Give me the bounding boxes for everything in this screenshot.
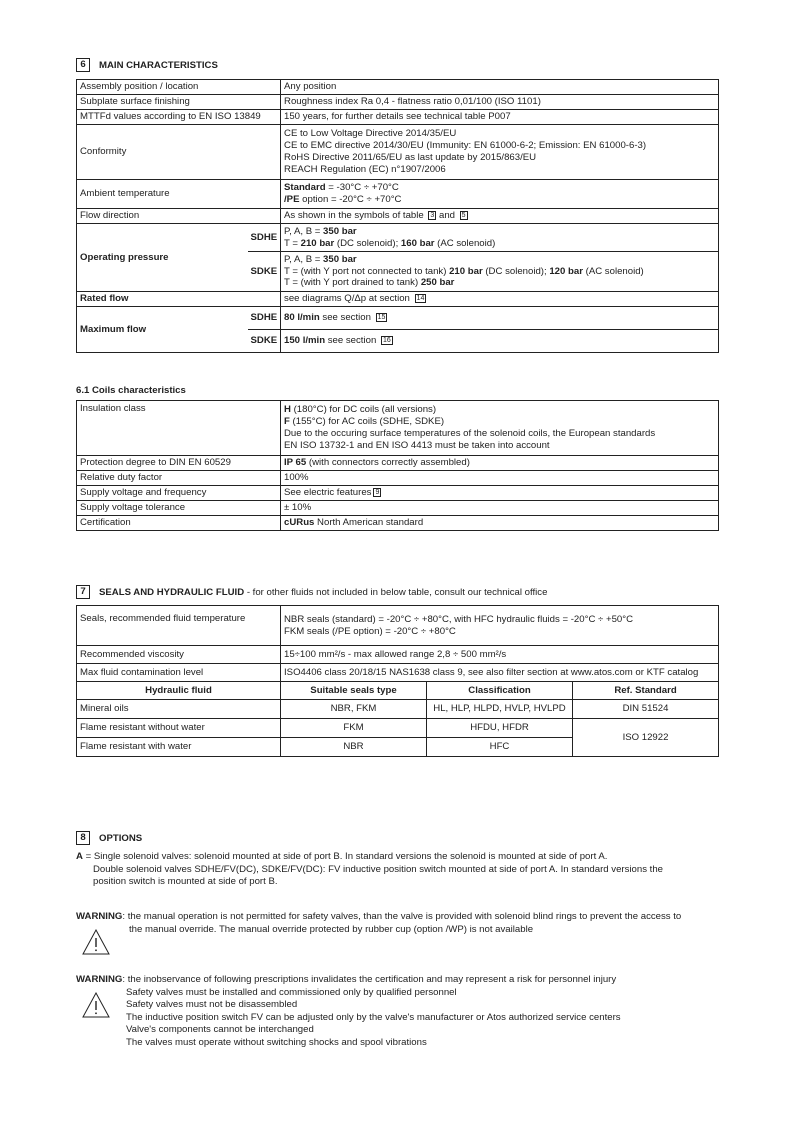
row-value	[281, 330, 719, 353]
table-row	[77, 501, 719, 516]
insulation-text: EN ISO 13732-1 and EN ISO 4413 must be taken into account	[284, 439, 550, 451]
conformity-line: RoHS Directive 2011/65/EU as last update by 2015/863/EU	[284, 152, 537, 163]
warning-line: Valve's components cannot be interchanged	[126, 1024, 314, 1035]
column-header: Hydraulic fluid	[77, 682, 281, 700]
row-value: 150 years, for further details see technical table P007	[281, 110, 719, 125]
column-header: Ref. Standard	[573, 682, 719, 700]
row-label: Supply voltage and frequency	[77, 486, 281, 501]
table-header-row	[77, 682, 719, 700]
row-value	[281, 401, 719, 456]
table-row	[77, 401, 719, 456]
warning-line: The valves must operate without switching shocks and spool vibrations	[126, 1036, 427, 1048]
seals-line: NBR seals (standard) = -20°C ÷ +80°C, with HFC hydraulic fluids = -20°C ÷ +50°C	[284, 613, 634, 625]
seals-cell: FKM	[281, 719, 427, 738]
standard-cell: DIN 51524	[573, 700, 719, 719]
warning-triangle-icon	[82, 992, 110, 1018]
row-label: Certification	[77, 516, 281, 531]
table-row	[77, 486, 719, 501]
row-label: Flow direction	[77, 209, 281, 224]
row-value	[281, 456, 719, 471]
coils-table	[76, 400, 719, 531]
flow-direction-text: As shown in the symbols of table	[284, 210, 424, 222]
insulation-class: H	[284, 404, 291, 416]
row-value	[281, 224, 719, 252]
row-label: Subplate surface finishing	[77, 95, 281, 110]
option-code: A	[76, 851, 83, 862]
row-label: Assembly position / location	[77, 80, 281, 95]
row-label: Seals, recommended fluid temperature	[77, 606, 281, 646]
pressure-value: 250 bar	[420, 277, 455, 289]
row-label: Operating pressure	[77, 224, 248, 292]
insulation-text: (155°C) for AC coils (SDHE, SDKE)	[289, 416, 445, 428]
row-value	[281, 209, 719, 224]
seals-cell: NBR	[281, 738, 427, 757]
row-value	[281, 252, 719, 292]
section-title: OPTIONS	[99, 832, 143, 844]
warning-certification	[76, 974, 621, 1049]
section-ref: 14	[416, 295, 425, 303]
warning-line: The inductive position switch FV can be adjusted only by the valve's manufacturer or Atos authorized service centers	[126, 1011, 621, 1023]
row-label: MTTFd values according to EN ISO 13849	[77, 110, 281, 125]
pressure-text: (DC solenoid);	[334, 237, 401, 249]
warning-line: : the manual operation is not permitted for safety valves, than the valve is provided with solenoid blind rings to prevent the access to	[122, 911, 682, 922]
model-label: SDHE	[248, 224, 281, 252]
warning-label: WARNING	[76, 974, 123, 985]
insulation-text: (180°C) for DC coils (all versions)	[290, 404, 437, 416]
seals-line: FKM seals (/PE option) = -20°C ÷ +80°C	[284, 625, 456, 637]
row-label: Ambient temperature	[77, 180, 281, 209]
row-value: ± 10%	[281, 501, 719, 516]
section-title: SEALS AND HYDRAULIC FLUID	[99, 586, 245, 598]
pressure-value: 350 bar	[323, 225, 357, 237]
flow-value: 80 l/min	[284, 312, 320, 324]
row-label: Supply voltage tolerance	[77, 501, 281, 516]
row-label: Protection degree to DIN EN 60529	[77, 456, 281, 471]
fluid-cell: Flame resistant without water	[77, 719, 281, 738]
ambient-standard-range: = -30°C ÷ +70°C	[325, 182, 399, 194]
row-value	[281, 307, 719, 330]
table-row	[77, 180, 719, 209]
pressure-value: 210 bar	[300, 237, 335, 249]
pressure-text: P, A, B =	[284, 253, 324, 265]
conformity-line: CE to EMC directive 2014/30/EU (Immunity: EN 61000-6-2; Emission: EN 61000-6-3)	[284, 140, 647, 152]
table-row	[77, 516, 719, 531]
supply-text: See electric features	[284, 487, 372, 499]
row-value	[281, 486, 719, 501]
pressure-text: T = (with Y port drained to tank)	[284, 277, 421, 289]
warning-label: WARNING	[76, 911, 123, 922]
row-label: Insulation class	[77, 401, 281, 456]
row-value: Roughness index Ra 0,4 - flatness ratio 0,01/100 (ISO 1101)	[281, 95, 719, 110]
table-row	[77, 456, 719, 471]
section-7-header	[76, 585, 547, 599]
row-label: Recommended viscosity	[77, 646, 281, 664]
table-row	[77, 471, 719, 486]
table-row	[77, 700, 719, 719]
model-label: SDKE	[248, 252, 281, 292]
row-label: Max fluid contamination level	[77, 664, 281, 682]
model-label: SDHE	[248, 307, 281, 330]
row-value: Any position	[281, 80, 719, 95]
column-header: Suitable seals type	[281, 682, 427, 700]
rated-flow-text: see diagrams Q/Δp at section	[284, 293, 410, 305]
table-row	[77, 646, 719, 664]
row-value	[281, 180, 719, 209]
section-note: - for other fluids not included in below table, consult our technical office	[244, 586, 548, 598]
pressure-text: (AC solenoid)	[582, 265, 644, 277]
row-value	[281, 292, 719, 307]
row-label: Rated flow	[77, 292, 281, 307]
option-line: Double solenoid valves SDHE/FV(DC), SDKE/FV(DC): FV inductive position switch mounted at side of port A. In standard versions the	[93, 863, 664, 875]
table-row	[77, 606, 719, 646]
pressure-value: 210 bar	[449, 265, 483, 277]
conformity-line: CE to Low Voltage Directive 2014/35/EU	[284, 128, 457, 140]
table-row	[77, 292, 719, 307]
seals-cell: NBR, FKM	[281, 700, 427, 719]
pressure-text: P, A, B =	[284, 225, 324, 237]
section-number: 6	[76, 58, 90, 72]
row-value	[281, 516, 719, 531]
warning-line: Safety valves must not be disassembled	[126, 999, 298, 1010]
ip-rating: IP 65	[284, 457, 307, 469]
section-title: MAIN CHARACTERISTICS	[99, 59, 218, 71]
pressure-value: 350 bar	[323, 253, 357, 265]
warning-triangle-icon	[82, 929, 110, 955]
ambient-pe-range: option = -20°C ÷ +70°C	[299, 194, 402, 205]
seals-table	[76, 605, 719, 757]
row-value	[281, 606, 719, 646]
section-6-header	[76, 58, 218, 72]
row-value: 15÷100 mm²/s - max allowed range 2,8 ÷ 500 mm²/s	[281, 646, 719, 664]
option-line: position switch is mounted at side of port B.	[93, 876, 278, 887]
row-label: Relative duty factor	[77, 471, 281, 486]
flow-value: 150 l/min	[284, 335, 326, 347]
section-number: 7	[76, 585, 90, 599]
table-row	[77, 95, 719, 110]
section-ref: 15	[377, 314, 386, 322]
table-row	[77, 209, 719, 224]
table-row	[77, 224, 719, 252]
class-cell: HFC	[427, 738, 573, 757]
pressure-text: (AC solenoid)	[434, 237, 496, 249]
flow-text: see section	[325, 335, 377, 347]
row-label: Maximum flow	[77, 307, 248, 353]
ambient-standard: Standard	[284, 182, 326, 194]
table-row	[77, 307, 719, 330]
warning-line: the manual override. The manual override protected by rubber cup (option /WP) is not available	[129, 923, 534, 935]
warning-manual-override	[76, 911, 681, 936]
class-cell: HL, HLP, HLPD, HVLP, HVLPD	[427, 700, 573, 719]
protection-text: (with connectors correctly assembled)	[306, 457, 470, 469]
class-cell: HFDU, HFDR	[427, 719, 573, 738]
model-label: SDKE	[248, 330, 281, 353]
cert-text: North American standard	[314, 517, 424, 529]
and-text: and	[438, 210, 455, 222]
column-header: Classification	[427, 682, 573, 700]
insulation-text: Due to the occuring surface temperatures of the solenoid coils, the European standards	[284, 428, 656, 439]
insulation-class: F	[284, 416, 290, 428]
conformity-line: REACH Regulation (EC) n°1907/2006	[284, 163, 446, 175]
table-row	[77, 664, 719, 682]
option-a-text	[76, 851, 663, 889]
table-row	[77, 125, 719, 180]
ambient-pe: /PE	[284, 194, 300, 205]
warning-line: Safety valves must be installed and commissioned only by qualified personnel	[126, 986, 457, 998]
row-value: 100%	[281, 471, 719, 486]
row-value: ISO4406 class 20/18/15 NAS1638 class 9, see also filter section at www.atos.com or KTF catalog	[281, 664, 719, 682]
pressure-text: T = (with Y port not connected to tank)	[284, 265, 450, 277]
section-ref: 16	[382, 337, 391, 345]
table-row	[77, 80, 719, 95]
row-label: Conformity	[77, 125, 281, 180]
option-line: = Single solenoid valves: solenoid mounted at side of port B. In standard versions the solenoid is mounted at side of port A.	[82, 851, 608, 862]
pressure-value: 160 bar	[400, 237, 435, 249]
table-row	[77, 110, 719, 125]
standard-cell: ISO 12922	[573, 719, 719, 757]
pressure-text: T =	[284, 237, 301, 249]
coils-section-title: 6.1 Coils characteristics	[76, 385, 186, 396]
table-ref: 5	[461, 212, 466, 220]
cert-mark: cURus	[284, 517, 315, 529]
main-characteristics-table	[76, 79, 719, 353]
section-ref: 9	[375, 489, 380, 497]
warning-line: : the inobservance of following prescriptions invalidates the certification and may represent a risk for personnel injury	[122, 974, 617, 985]
row-value	[281, 125, 719, 180]
pressure-value: 120 bar	[549, 265, 583, 277]
table-ref: 3	[430, 212, 435, 220]
pressure-text: (DC solenoid);	[482, 265, 550, 277]
table-row	[77, 719, 719, 738]
section-number: 8	[76, 831, 90, 845]
fluid-cell: Flame resistant with water	[77, 738, 281, 757]
flow-text: see section	[319, 312, 371, 324]
fluid-cell: Mineral oils	[77, 700, 281, 719]
section-8-header	[76, 831, 142, 845]
